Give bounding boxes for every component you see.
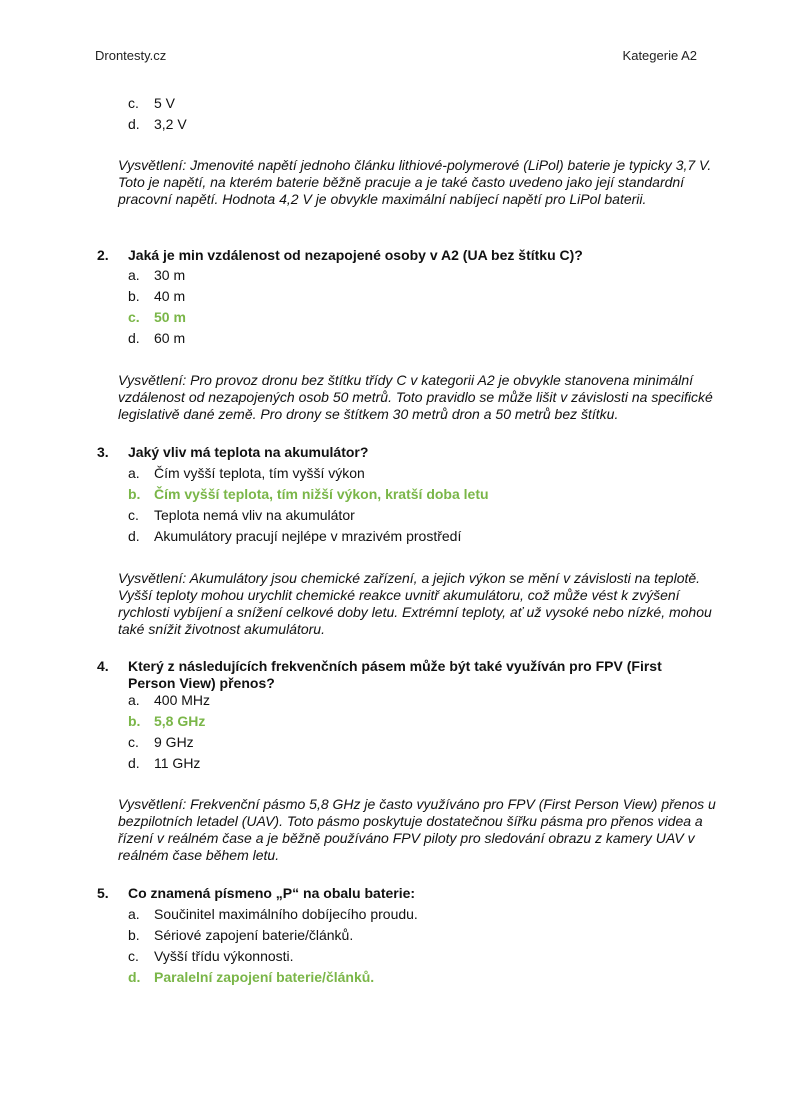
option-letter: d.	[128, 969, 141, 985]
question-number: 3.	[97, 444, 109, 460]
question-2	[97, 247, 698, 264]
option-text: Sériové zapojení baterie/článků.	[154, 927, 354, 943]
question-3	[97, 444, 698, 461]
option-text: 3,2 V	[154, 116, 187, 132]
q2-option-d	[128, 330, 185, 347]
q4-option-a	[128, 692, 210, 709]
question-number: 5.	[97, 885, 109, 901]
option-text: Čím vyšší teplota, tím nižší výkon, kratší doba letu	[154, 486, 489, 502]
q1-explanation: Vysvětlení: Jmenovité napětí jednoho článku lithiové-polymerové (LiPol) baterie je typicky 3,7 V. Toto je napětí, na kterém baterie běžně pracuje a je také často uvedeno jako její standardní pracovní napětí. Hodnota 4,2 V je obvykle maximální nabíjecí napětí pro LiPol baterii.	[118, 157, 712, 207]
option-letter: d.	[128, 528, 140, 544]
option-text: Teplota nemá vliv na akumulátor	[154, 507, 355, 523]
option-text: Akumulátory pracují nejlépe v mrazivém prostředí	[154, 528, 462, 544]
q4-option-c	[128, 734, 194, 751]
q2-option-b	[128, 288, 185, 305]
option-letter: c.	[128, 95, 139, 111]
question-text: Co znamená písmeno „P“ na obalu baterie:	[128, 885, 416, 901]
option-text: Součinitel maximálního dobíjecího proudu.	[154, 906, 418, 922]
option-text: 50 m	[154, 309, 186, 325]
q4-option-d	[128, 755, 200, 772]
option-text: Vyšší třídu výkonnosti.	[154, 948, 294, 964]
option-letter: c.	[128, 507, 139, 523]
option-text: 5,8 GHz	[154, 713, 206, 729]
option-letter: c.	[128, 309, 140, 325]
option-letter: a.	[128, 692, 140, 708]
question-number: 2.	[97, 247, 109, 263]
option-text: 30 m	[154, 267, 186, 283]
option-letter: a.	[128, 267, 140, 283]
q3-option-a	[128, 465, 365, 482]
question-number: 4.	[97, 658, 109, 674]
option-letter: c.	[128, 734, 139, 750]
option-letter: d.	[128, 330, 140, 346]
option-text: 11 GHz	[154, 755, 201, 771]
q2-option-c-correct	[128, 309, 186, 326]
q5-option-d-correct	[128, 969, 374, 986]
q2-explanation: Vysvětlení: Pro provoz dronu bez štítku třídy C v kategorii A2 je obvykle stanovena minimální vzdálenost od nezapojených osob 50 metrů. Toto pravidlo se může lišit v závislosti na specifické legislativě dané země. Pro drony se štítkem 30 metrů dron a 50 metrů bez štítku.	[118, 372, 713, 422]
q2-option-a	[128, 267, 185, 284]
q3-option-b-correct	[128, 486, 489, 503]
header-category: Kategerie A2	[622, 48, 697, 63]
option-letter: b.	[128, 486, 141, 502]
q4-option-b-correct	[128, 713, 205, 730]
option-text: 9 GHz	[154, 734, 194, 750]
option-letter: c.	[128, 948, 139, 964]
option-letter: b.	[128, 288, 140, 304]
q3-option-c	[128, 507, 355, 524]
option-letter: b.	[128, 713, 141, 729]
q5-option-a	[128, 906, 418, 923]
q3-option-d	[128, 528, 461, 545]
option-letter: d.	[128, 755, 140, 771]
question-5	[97, 885, 698, 902]
header-site-name: Drontesty.cz	[95, 48, 167, 63]
option-text: 40 m	[154, 288, 186, 304]
option-text: 60 m	[154, 330, 186, 346]
option-letter: a.	[128, 906, 140, 922]
q5-option-c	[128, 948, 294, 965]
question-4	[97, 658, 698, 692]
option-letter: a.	[128, 465, 140, 481]
option-text: Čím vyšší teplota, tím vyšší výkon	[154, 465, 365, 481]
q3-explanation: Vysvětlení: Akumulátory jsou chemické zařízení, a jejich výkon se mění v závislosti na teplotě. Vyšší teploty mohou urychlit chemické reakce uvnitř akumulátoru, což může vést k zvýšení rychlosti vybíjení a snížení celkové doby letu. Extrémní teploty, ať už vysoké nebo nízké, mohou také snížit životnost akumulátoru.	[118, 570, 712, 637]
q1-option-d	[128, 116, 187, 133]
q4-explanation: Vysvětlení: Frekvenční pásmo 5,8 GHz je často využíváno pro FPV (First Person View) přenos u bezpilotních letadel (UAV). Toto pásmo poskytuje dostatečnou šířku pásma pro přenos videa a řízení v reálném čase a je běžně používáno FPV piloty pro sledování obrazu z kamery UAV v reálném čase během letu.	[118, 796, 716, 863]
option-text: Paralelní zapojení baterie/článků.	[154, 969, 375, 985]
question-text: Jaký vliv má teplota na akumulátor?	[128, 444, 369, 460]
question-text: Jaká je min vzdálenost od nezapojené osoby v A2 (UA bez štítku C)?	[128, 247, 583, 263]
q1-option-c	[128, 95, 175, 112]
option-text: 400 MHz	[154, 692, 211, 708]
option-letter: d.	[128, 116, 140, 132]
question-text: Který z následujících frekvenčních pásem může být také využíván pro FPV (First Person View) přenos?	[128, 658, 662, 691]
option-text: 5 V	[154, 95, 176, 111]
option-letter: b.	[128, 927, 140, 943]
q5-option-b	[128, 927, 353, 944]
